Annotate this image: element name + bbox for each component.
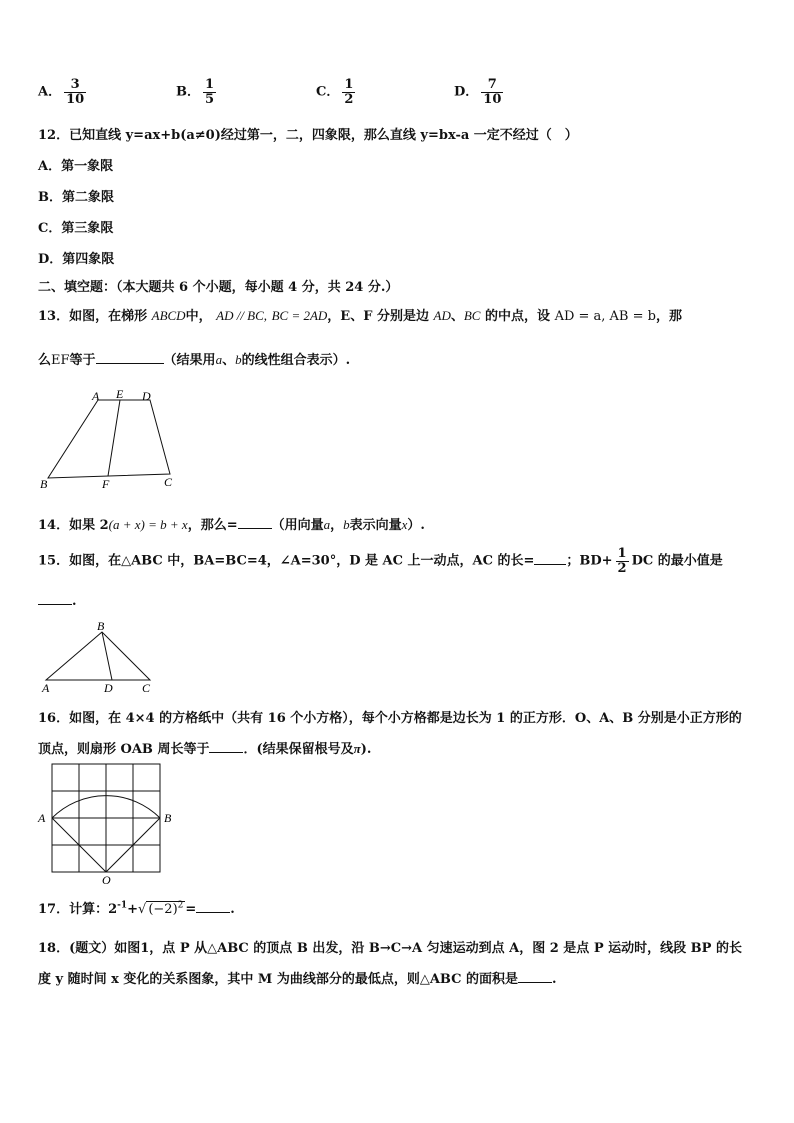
option-label: D． [454, 84, 479, 100]
q13-a: a [215, 352, 223, 367]
sqrt-icon: √ [138, 902, 147, 917]
q13-text: ，E、F 分别是边 [327, 309, 429, 324]
denominator: 10 [483, 91, 502, 107]
q13-text: 么 [38, 353, 52, 368]
q13-vec-ef: EF [51, 353, 70, 368]
denominator: 5 [205, 91, 215, 107]
q11-option-c [316, 78, 358, 106]
q17-square: 2 [177, 900, 184, 911]
numerator: 1 [617, 546, 627, 561]
answer-blank [209, 752, 243, 753]
q15-text: ；BD+ [566, 553, 613, 569]
q14-text: （用向量 [271, 518, 324, 533]
q18-end: . [552, 972, 557, 987]
point-label-f: F [102, 477, 110, 491]
q17-line [38, 898, 235, 917]
q13-vectors: AD = a, AB = b [554, 309, 656, 324]
q13-b: b [235, 352, 242, 367]
q13-cond1: AD // BC, [216, 308, 268, 323]
fraction [64, 78, 86, 106]
q17-end: . [230, 902, 235, 917]
q11-option-d [454, 78, 506, 106]
numerator: 1 [205, 77, 215, 92]
q14-expr: (a + x) = b + x [108, 517, 188, 532]
q13-text: 的线性组合表示）. [241, 353, 351, 368]
q18-line2 [38, 968, 557, 987]
q14-a: a [323, 517, 331, 532]
option-label: C． [316, 84, 340, 100]
q16-text: ). [360, 742, 372, 757]
point-label-a: A [92, 389, 100, 403]
q14-x: x [401, 517, 408, 532]
q13-sep: 、 [450, 309, 464, 324]
point-label-c: C [142, 681, 151, 695]
q13-text: 等于 [69, 353, 96, 368]
answer-blank [518, 982, 552, 983]
fraction [481, 78, 503, 106]
option-label: A． [38, 84, 62, 100]
fraction [342, 78, 355, 106]
q13-abcd: ABCD [151, 308, 186, 323]
q13-line2: 么EF等于 （结果用a、b的线性组合表示）. [38, 352, 351, 368]
section-heading: 二、填空题：（本大题共 6 个小题，每小题 4 分，共 24 分.） [38, 280, 399, 295]
q16-line1: 16．如图，在 4×4 的方格纸中（共有 16 个小方格），每个小方格都是边长为 1 的正方形．O、A、B 分别是小正方形的 [38, 711, 742, 726]
denominator: 2 [617, 560, 627, 576]
q17-eq: = [185, 902, 197, 917]
q16-text: ．(结果保留根号及 [243, 742, 354, 757]
point-label-b: B [164, 811, 172, 825]
option-label: B． [176, 84, 200, 100]
fraction [203, 78, 216, 106]
point-label-d: D [104, 681, 113, 695]
q13-text: （结果用 [163, 353, 216, 368]
answer-blank [534, 564, 566, 565]
answer-blank [238, 528, 272, 529]
q14-line: 14．如果 2(a + x) = b + x，那么= （用向量a，b表示向量x）. [38, 517, 425, 533]
q16-line2 [38, 738, 371, 757]
q12-option-b: B．第二象限 [38, 190, 114, 205]
point-label-b: B [97, 619, 105, 633]
point-label-c: C [164, 475, 173, 489]
point-label-d: D [142, 389, 151, 403]
q14-text: ，那么= [187, 518, 238, 533]
numerator: 1 [344, 77, 354, 92]
q13-text: 中， [185, 309, 212, 324]
q15-end: . [72, 594, 77, 609]
q17-plus: + [127, 902, 139, 917]
q13-text: 的中点，设 [485, 309, 551, 324]
trapezoid-figure [36, 386, 186, 494]
q16-text: 顶点，则扇形 OAB 周长等于 [38, 742, 210, 757]
q16-pi: π [353, 741, 361, 756]
q13-text: 13．如图，在梯形 [38, 309, 148, 324]
q12-stem: 12．已知直线 y=ax+b(a≠0)经过第一，二，四象限，那么直线 y=bx-a 一定不经过（ ） [38, 128, 578, 143]
answer-blank [96, 363, 164, 364]
numerator: 3 [64, 78, 86, 93]
q14-text: ）. [407, 518, 425, 533]
q17-text: 17．计算：2 [38, 902, 118, 917]
q17-radicand [146, 901, 185, 917]
q17-rad: (−2) [148, 902, 178, 917]
q12-option-d: D．第四象限 [38, 252, 115, 267]
answer-blank [38, 604, 72, 605]
q15-text: 15．如图，在△ABC 中，BA=BC=4，∠A=30°，D 是 AC 上一动点，AC 的长= [38, 553, 535, 569]
q15-line2 [38, 594, 77, 609]
denominator: 2 [344, 91, 354, 107]
point-label-a: A [38, 811, 46, 825]
point-label-a: A [42, 681, 50, 695]
answer-blank [196, 912, 230, 913]
q15-text: DC 的最小值是 [631, 553, 723, 569]
point-label-o: O [102, 873, 111, 887]
q15-line1 [38, 547, 723, 575]
triangle-figure [36, 618, 158, 696]
grid-sector-figure [34, 760, 182, 888]
q14-b: b [343, 517, 350, 532]
point-label-e: E [116, 387, 124, 401]
q18-line1: 18．(题文）如图1，点 P 从△ABC 的顶点 B 出发，沿 B→C→A 匀速运动到点 A，图 2 是点 P 运动时，线段 BP 的长 [38, 941, 742, 956]
q13-bc: BC [463, 308, 481, 323]
point-label-b: B [40, 477, 48, 491]
q13-line1 [38, 305, 682, 324]
fraction [616, 547, 629, 575]
q12-option-a: A．第一象限 [38, 159, 114, 174]
q13-cond2: BC = 2AD [271, 308, 328, 323]
q12-option-c: C．第三象限 [38, 221, 114, 236]
numerator: 7 [481, 78, 503, 93]
q14-text: 14．如果 2 [38, 518, 109, 533]
denominator: 10 [66, 91, 85, 107]
q17-exponent: -1 [117, 900, 128, 911]
q14-text: 表示向量 [349, 518, 402, 533]
q13-ad: AD [433, 308, 451, 323]
q11-option-a [38, 78, 89, 106]
q18-text: 度 y 随时间 x 变化的关系图象，其中 M 为曲线部分的最低点，则△ABC 的面积是 [38, 972, 519, 987]
q11-option-b [176, 78, 219, 106]
q13-text: ，那 [655, 309, 682, 324]
